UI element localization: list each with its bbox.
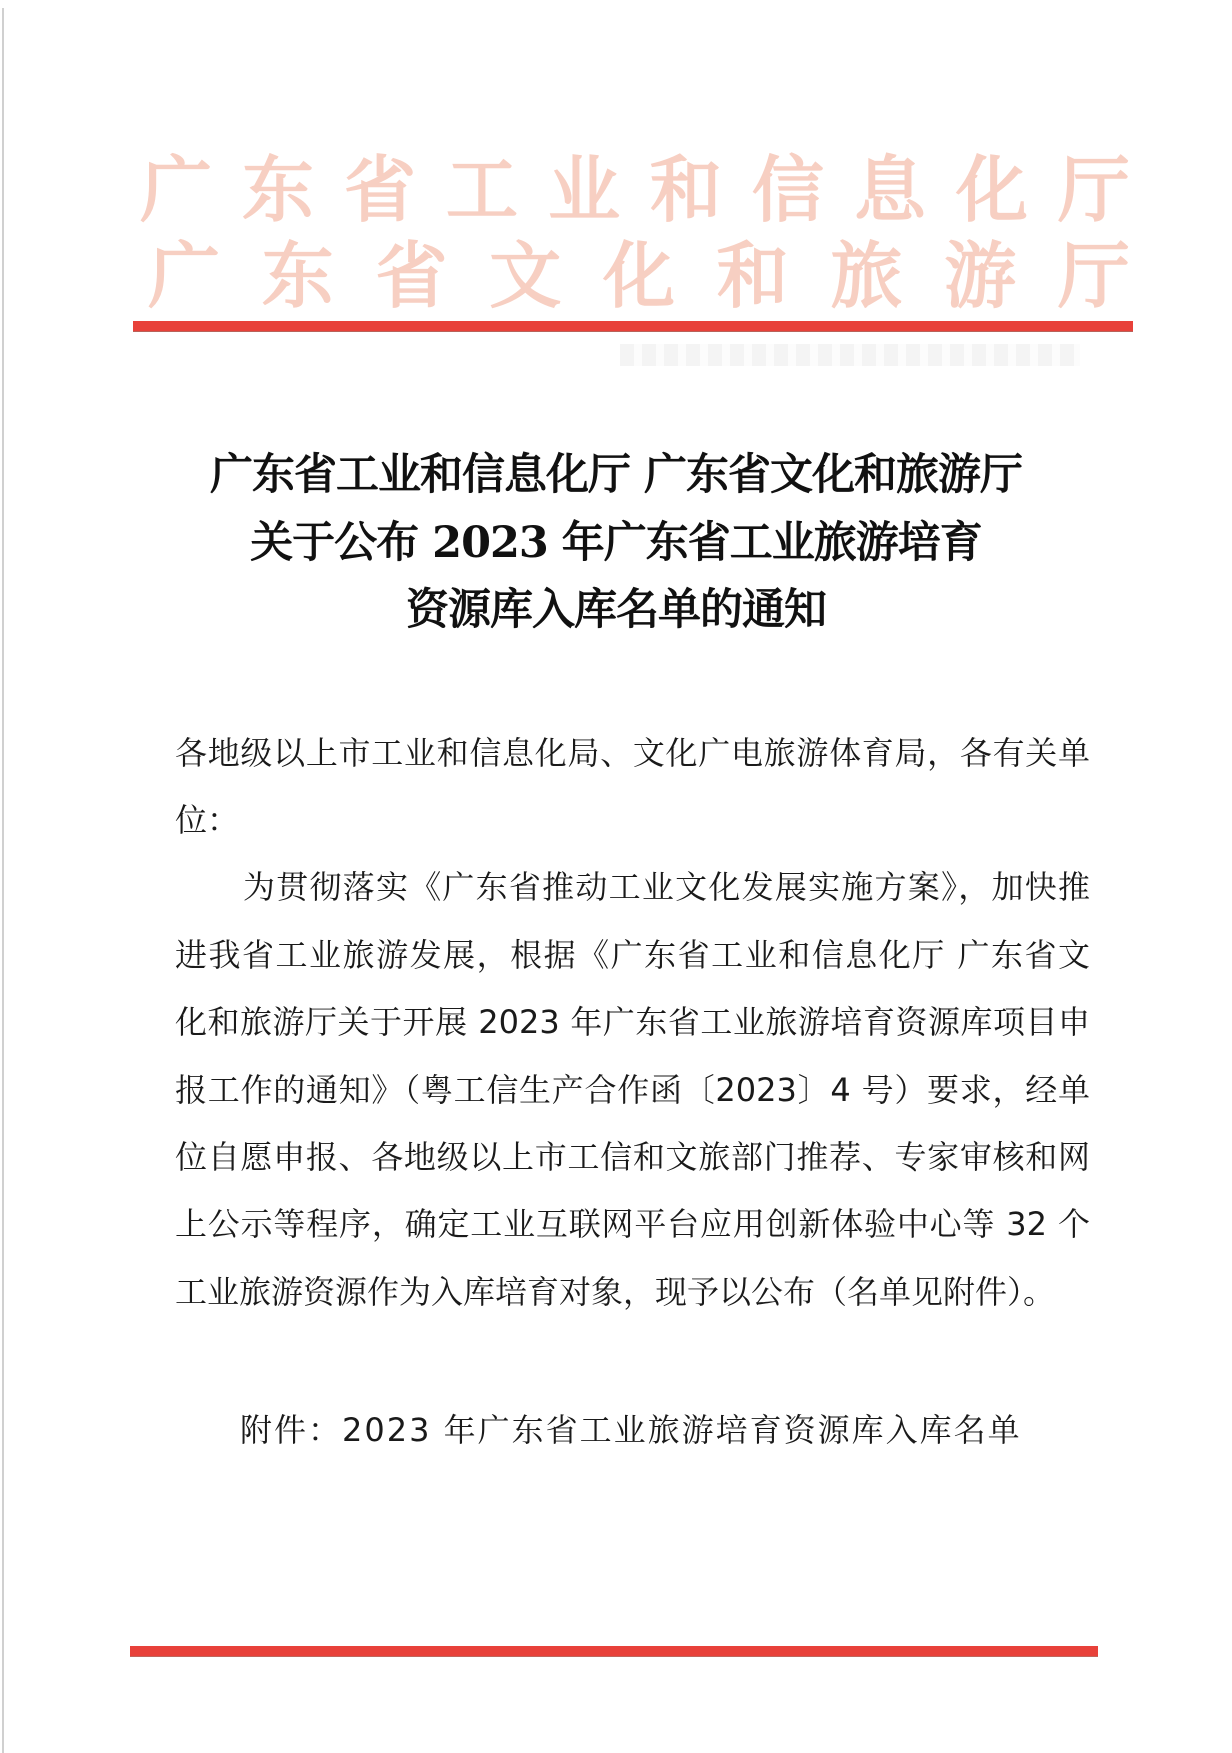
attachment-line: 附件：2023 年广东省工业旅游培育资源库入库名单	[240, 1411, 1022, 1449]
title-line-2: 关于公布 2023 年广东省工业旅游培育	[250, 518, 982, 568]
title-line-3: 资源库入库名单的通知	[406, 585, 826, 635]
scan-edge	[2, 8, 4, 1753]
masthead-char: 东	[261, 233, 334, 318]
masthead-char: 信	[751, 147, 824, 232]
masthead-line-1	[140, 147, 1130, 232]
masthead-char: 省	[375, 233, 448, 318]
masthead-char: 业	[547, 147, 620, 232]
masthead-char: 化	[602, 233, 675, 318]
masthead-char: 息	[853, 147, 926, 232]
body-line: 位自愿申报、各地级以上市工信和文旅部门推荐、专家审核和网	[175, 1138, 1090, 1176]
masthead-char: 旅	[830, 233, 903, 318]
masthead-char: 和	[649, 147, 722, 232]
masthead-char: 工	[445, 147, 518, 232]
masthead-char: 厅	[1057, 233, 1130, 318]
body-line: 工业旅游资源作为入库培育对象，现予以公布（名单见附件）。	[175, 1273, 1056, 1311]
masthead-char: 省	[343, 147, 416, 232]
body-line: 进我省工业旅游发展，根据《广东省工业和信息化厅 广东省文	[175, 936, 1090, 974]
masthead-char: 游	[944, 233, 1017, 318]
masthead-char: 文	[489, 233, 562, 318]
masthead-line-2	[140, 233, 1130, 318]
masthead-char: 化	[955, 147, 1028, 232]
body-line: 为贯彻落实《广东省推动工业文化发展实施方案》，加快推	[243, 868, 1090, 906]
red-footer-rule	[130, 1646, 1098, 1657]
title-line-1: 广东省工业和信息化厅 广东省文化和旅游厅	[210, 450, 1022, 500]
masthead-char: 广	[140, 147, 213, 232]
body-line: 报工作的通知》（粤工信生产合作函〔2023〕4 号）要求，经单	[175, 1071, 1090, 1109]
red-header-rule	[133, 321, 1133, 332]
document-number-faint	[620, 344, 1080, 366]
salutation-line-2: 位：	[175, 801, 240, 839]
masthead-char: 厅	[1057, 147, 1130, 232]
body-line: 化和旅游厅关于开展 2023 年广东省工业旅游培育资源库项目申	[175, 1003, 1090, 1041]
salutation-line-1: 各地级以上市工业和信息化局、文化广电旅游体育局，各有关单	[175, 734, 1090, 772]
masthead-char: 东	[241, 147, 314, 232]
body-line: 上公示等程序，确定工业互联网平台应用创新体验中心等 32 个	[175, 1205, 1090, 1243]
masthead-char: 和	[716, 233, 789, 318]
masthead-char: 广	[148, 233, 221, 318]
